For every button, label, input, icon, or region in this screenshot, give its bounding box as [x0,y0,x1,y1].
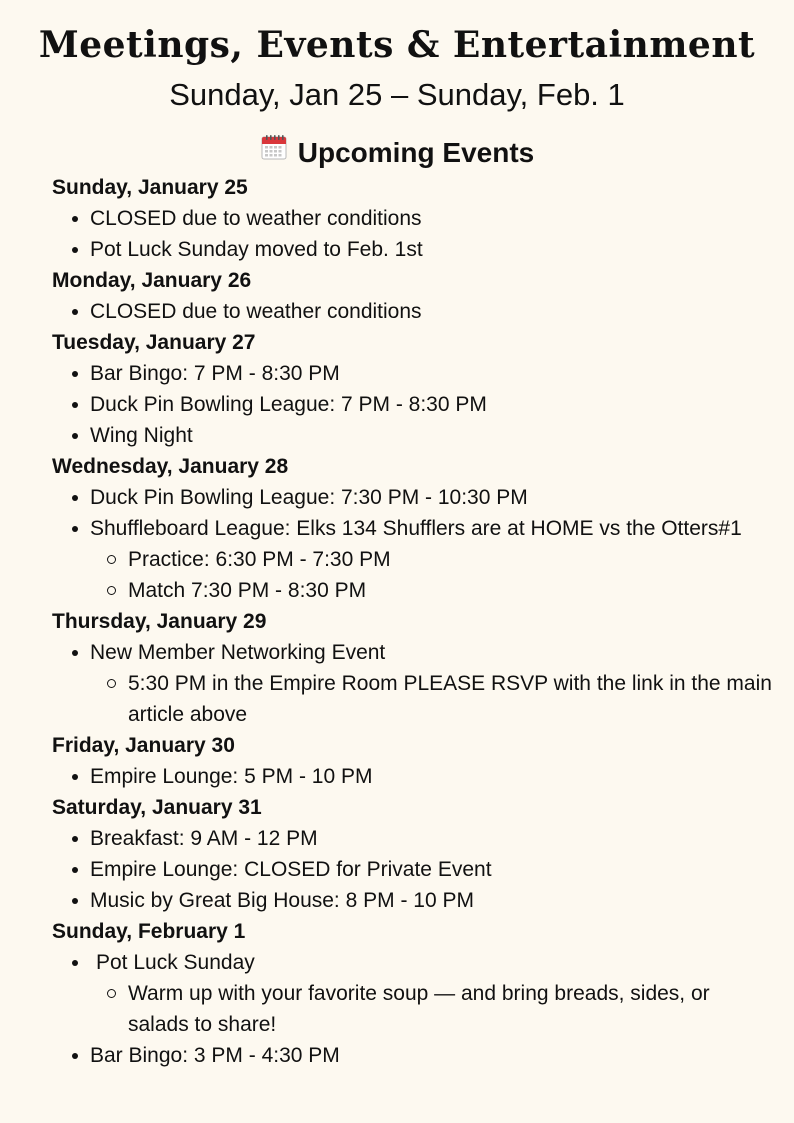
subitem-text: Warm up with your favorite soup — and bring breads, sides, or salads to share! [128,982,710,1036]
event-subitems [90,668,772,730]
event-item [52,296,772,327]
day-items [52,637,772,730]
event-item [52,513,772,606]
day-heading: Sunday, February 1 [52,920,246,943]
event-item [52,1040,772,1071]
day-items [52,358,772,451]
event-item [52,761,772,792]
event-text: New Member Networking Event [90,641,386,664]
event-text: Wing Night [90,424,193,447]
event-subitem [90,978,772,1040]
event-text: Pot Luck Sunday moved to Feb. 1st [90,238,423,261]
event-text: Breakfast: 9 AM - 12 PM [90,827,318,850]
event-text: Bar Bingo: 7 PM - 8:30 PM [90,362,340,385]
event-item [52,358,772,389]
day-block [52,792,772,916]
day-items [52,823,772,916]
event-subitem [90,575,772,606]
section-title: Upcoming Events [297,137,535,168]
day-heading: Sunday, January 25 [52,176,248,199]
event-item [52,234,772,265]
event-text: CLOSED due to weather conditions [90,300,422,323]
page-title: Meetings, Events & Entertainment [38,24,756,66]
schedule [52,172,772,1071]
subitem-text: 5:30 PM in the Empire Room PLEASE RSVP with the link in the main article above [128,672,772,726]
day-items [52,761,772,792]
day-block [52,916,772,1071]
event-item [52,823,772,854]
day-heading: Monday, January 26 [52,269,252,292]
day-block [52,265,772,327]
event-text: Empire Lounge: 5 PM - 10 PM [90,765,373,788]
section-heading [0,133,794,175]
event-text: Duck Pin Bowling League: 7:30 PM - 10:30 PM [90,486,528,509]
day-heading: Wednesday, January 28 [52,455,289,478]
calendar-icon [260,132,288,172]
event-item [52,637,772,730]
event-text: Pot Luck Sunday [96,951,255,974]
day-items [52,482,772,606]
event-item [52,482,772,513]
subitem-text: Practice: 6:30 PM - 7:30 PM [128,548,391,571]
day-block [52,730,772,792]
event-item [52,389,772,420]
event-item [52,885,772,916]
day-items [52,203,772,265]
event-subitems [90,978,772,1040]
day-heading: Friday, January 30 [52,734,235,757]
event-text: Duck Pin Bowling League: 7 PM - 8:30 PM [90,393,487,416]
day-block [52,327,772,451]
day-block [52,172,772,265]
event-text: Bar Bingo: 3 PM - 4:30 PM [90,1044,340,1067]
event-subitems [90,544,772,606]
day-heading: Tuesday, January 27 [52,331,256,354]
event-item [52,420,772,451]
subitem-text: Match 7:30 PM - 8:30 PM [128,579,367,602]
date-range: Sunday, Jan 25 – Sunday, Feb. 1 [169,77,625,112]
event-item [52,854,772,885]
event-text: Music by Great Big House: 8 PM - 10 PM [90,889,474,912]
event-item [52,203,772,234]
day-block [52,451,772,606]
day-block [52,606,772,730]
day-heading: Thursday, January 29 [52,610,267,633]
day-items [52,947,772,1071]
event-text: Shuffleboard League: Elks 134 Shufflers are at HOME vs the Otters#1 [90,517,742,540]
day-heading: Saturday, January 31 [52,796,262,819]
event-text: CLOSED due to weather conditions [90,207,422,230]
event-text: Empire Lounge: CLOSED for Private Event [90,858,492,881]
event-item [52,947,772,1040]
day-items [52,296,772,327]
event-subitem [90,668,772,730]
event-subitem [90,544,772,575]
